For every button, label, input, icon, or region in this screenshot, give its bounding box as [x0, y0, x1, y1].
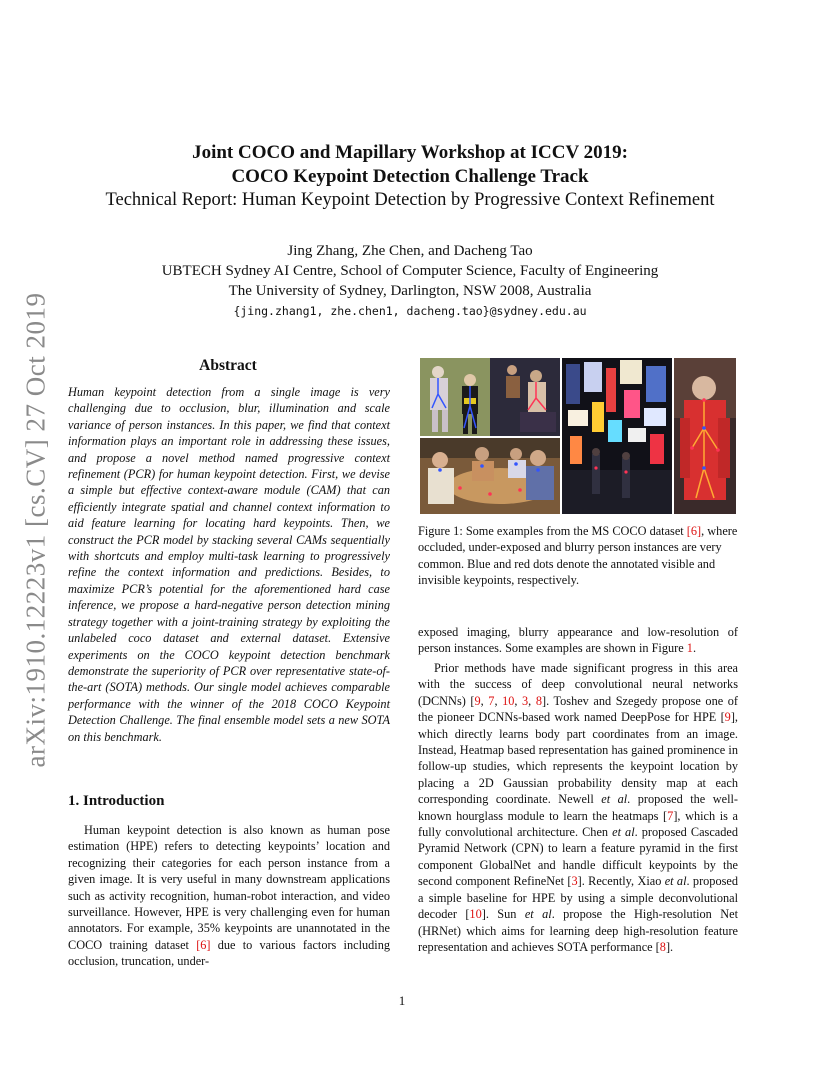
- paper-title-line2: COCO Keypoint Detection Challenge Track: [231, 166, 589, 187]
- citation-link[interactable]: [6]: [686, 524, 702, 538]
- body-paragraph: Prior methods have made significant progress in this area with the success of deep convolutional neural networks (DCNNs) [9, 7, 10, 3, 8]. Toshev and Szegedy propose one of the pioneer DCNNs-based work named DeepPose for HPE [9], which directly learns body part coordinates from an image. Instead, Heatmap based representation has gained prominence in follow-up studies, which represents the keypoint location by placing a 2D Gaussian probability density map at each corresponding coordinate. Newell et al. proposed the well-known hourglass module to learn the heatmaps [7], which is a fully convolutional architecture. Chen et al. proposed Cascaded Pyramid Network (CPN) to learn a feature pyramid in the first component GlobalNet and handle difficult keypoints by the second component RefineNet [3]. Recently, Xiao et al. proposed a simple baseline for HPE by using a simple deconvolutional decoder [10]. Sun et al. propose the High-resolution Net (HRNet) which aims for learning deep high-resolution feature representation and achieves SOTA performance [8].: [418, 661, 739, 954]
- abstract-heading: Abstract: [199, 357, 257, 374]
- intro-heading: 1. Introduction: [68, 793, 165, 809]
- citation-link[interactable]: [6]: [196, 937, 211, 952]
- author-emails: {jing.zhang1, zhe.chen1, dacheng.tao}@sydney.edu.au: [233, 304, 587, 318]
- blurry-person-photo: [674, 358, 736, 514]
- citation-link[interactable]: 8: [535, 693, 542, 708]
- citation-link[interactable]: 10: [469, 907, 482, 922]
- figure-caption: Figure 1: Some examples from the MS COCO dataset [6], where occluded, under-exposed and blurry person instances are very common. Blue and red dots denote the annotated visible and invisible keypoints, respectively.: [418, 524, 738, 588]
- abstract-text: Human keypoint detection from a single image is very challenging due to occlusion, blur, illumination and scale variance of person instances. In this paper, we find that context information plays an important role in addressing these issues, and propose a novel method named progressive context refinement (PCR) for human keypoint detection. First, we devise a simple but effective context-aware module (CAM) that can efficiently integrate spatial and channel context information to aid feature learning for locating hard keypoints. Then, we construct the PCR model by stacking several CAMs sequentially with shortcuts and employ multi-task learning to progressively refine the context information and predictions. Besides, to maximize PCR’s potential for the aforementioned hard case inference, we propose a hard-negative person detection mining strategy together with a joint-training strategy by exploiting the unlabeled coco dataset and external dataset. Extensive experiments on the COCO keypoint detection benchmark demonstrate the superiority of PCR over representative state-of-the-art (SOTA) methods. Our single model achieves comparable performance with the winner of the 2018 COCO Keypoint Detection Challenge. The final ensemble model sets a new SOTA on this benchmark.: [68, 385, 390, 744]
- citation-link[interactable]: 10: [502, 693, 515, 708]
- sports-scene-photo: [420, 358, 560, 514]
- citation-link[interactable]: 9: [474, 693, 481, 708]
- citation-link[interactable]: 3: [522, 693, 529, 708]
- citation-link[interactable]: 8: [659, 939, 666, 954]
- arxiv-identifier: arXiv:1910.12223v1 [cs.CV] 27 Oct 2019: [20, 292, 51, 768]
- figure-1: [420, 358, 736, 514]
- night-street-photo: [562, 358, 672, 514]
- citation-link[interactable]: 9: [724, 710, 731, 725]
- intro-paragraph: Human keypoint detection is also known as human pose estimation (HPE) refers to detecting keypoints’ location and recognizing their categories for each person instance from a given image. It is very useful in many downstream applications such as activity recognition, human-robot interaction, and video surveillance. However, HPE is very challenging even for human annotators. For example, 35% keypoints are unannotated in the COCO training dataset [6] due to various factors including occlusion, truncation, under-: [68, 823, 391, 969]
- figure-reference-link[interactable]: 1: [686, 641, 693, 656]
- body-paragraph: exposed imaging, blurry appearance and low-resolution of person instances. Some examples are shown in Figure 1.: [418, 625, 738, 656]
- page-number: 1: [398, 993, 406, 1008]
- affiliation-line1: UBTECH Sydney AI Centre, School of Computer Science, Faculty of Engineering: [161, 263, 659, 279]
- affiliation-line2: The University of Sydney, Darlington, NSW 2008, Australia: [228, 283, 592, 299]
- paper-title-line1: Joint COCO and Mapillary Workshop at ICCV 2019:: [192, 142, 628, 163]
- paper-subtitle: Technical Report: Human Keypoint Detection by Progressive Context Refinement: [105, 190, 715, 210]
- arxiv-sidebar: [16, 290, 56, 770]
- citation-link[interactable]: 7: [488, 693, 495, 708]
- citation-link[interactable]: 7: [667, 808, 674, 823]
- citation-link[interactable]: 3: [571, 874, 578, 889]
- author-list: Jing Zhang, Zhe Chen, and Dacheng Tao: [287, 243, 533, 259]
